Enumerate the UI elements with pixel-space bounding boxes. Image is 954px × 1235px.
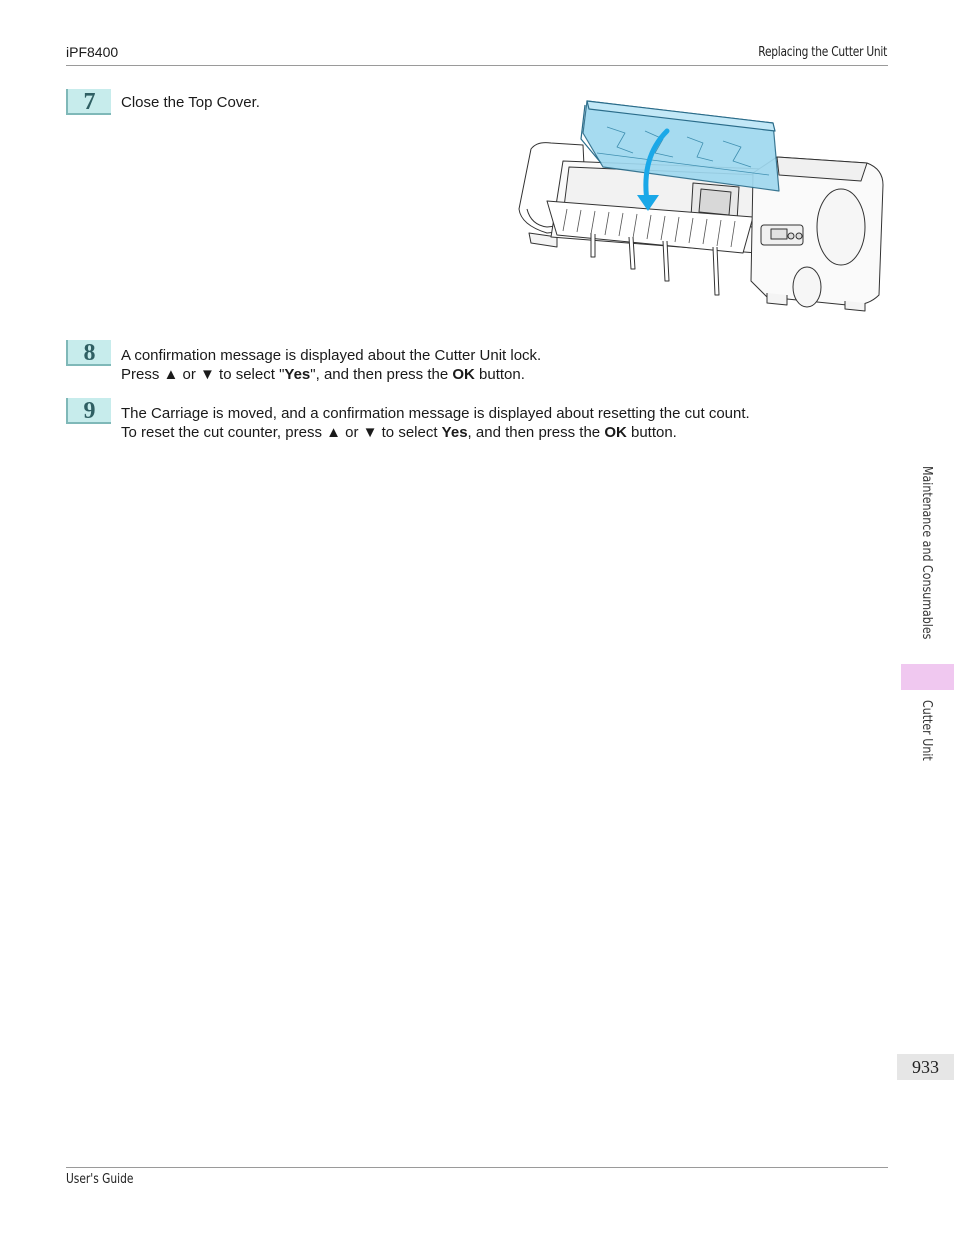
step-9-text [121, 404, 750, 442]
step-7-badge: 7 [66, 89, 111, 115]
yes-option-label: Yes [284, 366, 311, 383]
header-product: iPF8400 [66, 44, 119, 60]
yes-option-label: Yes [441, 424, 468, 441]
side-tab-topic[interactable]: Cutter Unit [919, 700, 934, 761]
step-7-text [121, 93, 260, 112]
printer-top-cover-illustration [517, 97, 887, 321]
footer-label: User's Guide [66, 1172, 134, 1187]
header-divider [66, 65, 888, 66]
ok-button-label: OK [452, 366, 475, 383]
page-number: 933 [897, 1054, 954, 1080]
step-8-line2: Press ▲ or ▼ to select "Yes", and then press the OK button. [121, 366, 525, 383]
step-8-text [121, 346, 541, 384]
side-tab-chapter[interactable]: Maintenance and Consumables [919, 466, 934, 640]
step-8-line1: A confirmation message is displayed about the Cutter Unit lock. [121, 347, 542, 364]
step-7-line1: Close the Top Cover. [121, 94, 260, 111]
header-section: Replacing the Cutter Unit [758, 45, 887, 60]
step-9-badge: 9 [66, 398, 111, 424]
step-9-line2: To reset the cut counter, press ▲ or ▼ to select Yes, and then press the OK button. [121, 424, 677, 441]
step-8-badge: 8 [66, 340, 111, 366]
footer-divider [66, 1167, 888, 1168]
step-9-line1: The Carriage is moved, and a confirmation message is displayed about resetting the cut count. [121, 405, 750, 422]
ok-button-label: OK [604, 424, 627, 441]
side-tab-active-marker [901, 664, 954, 690]
